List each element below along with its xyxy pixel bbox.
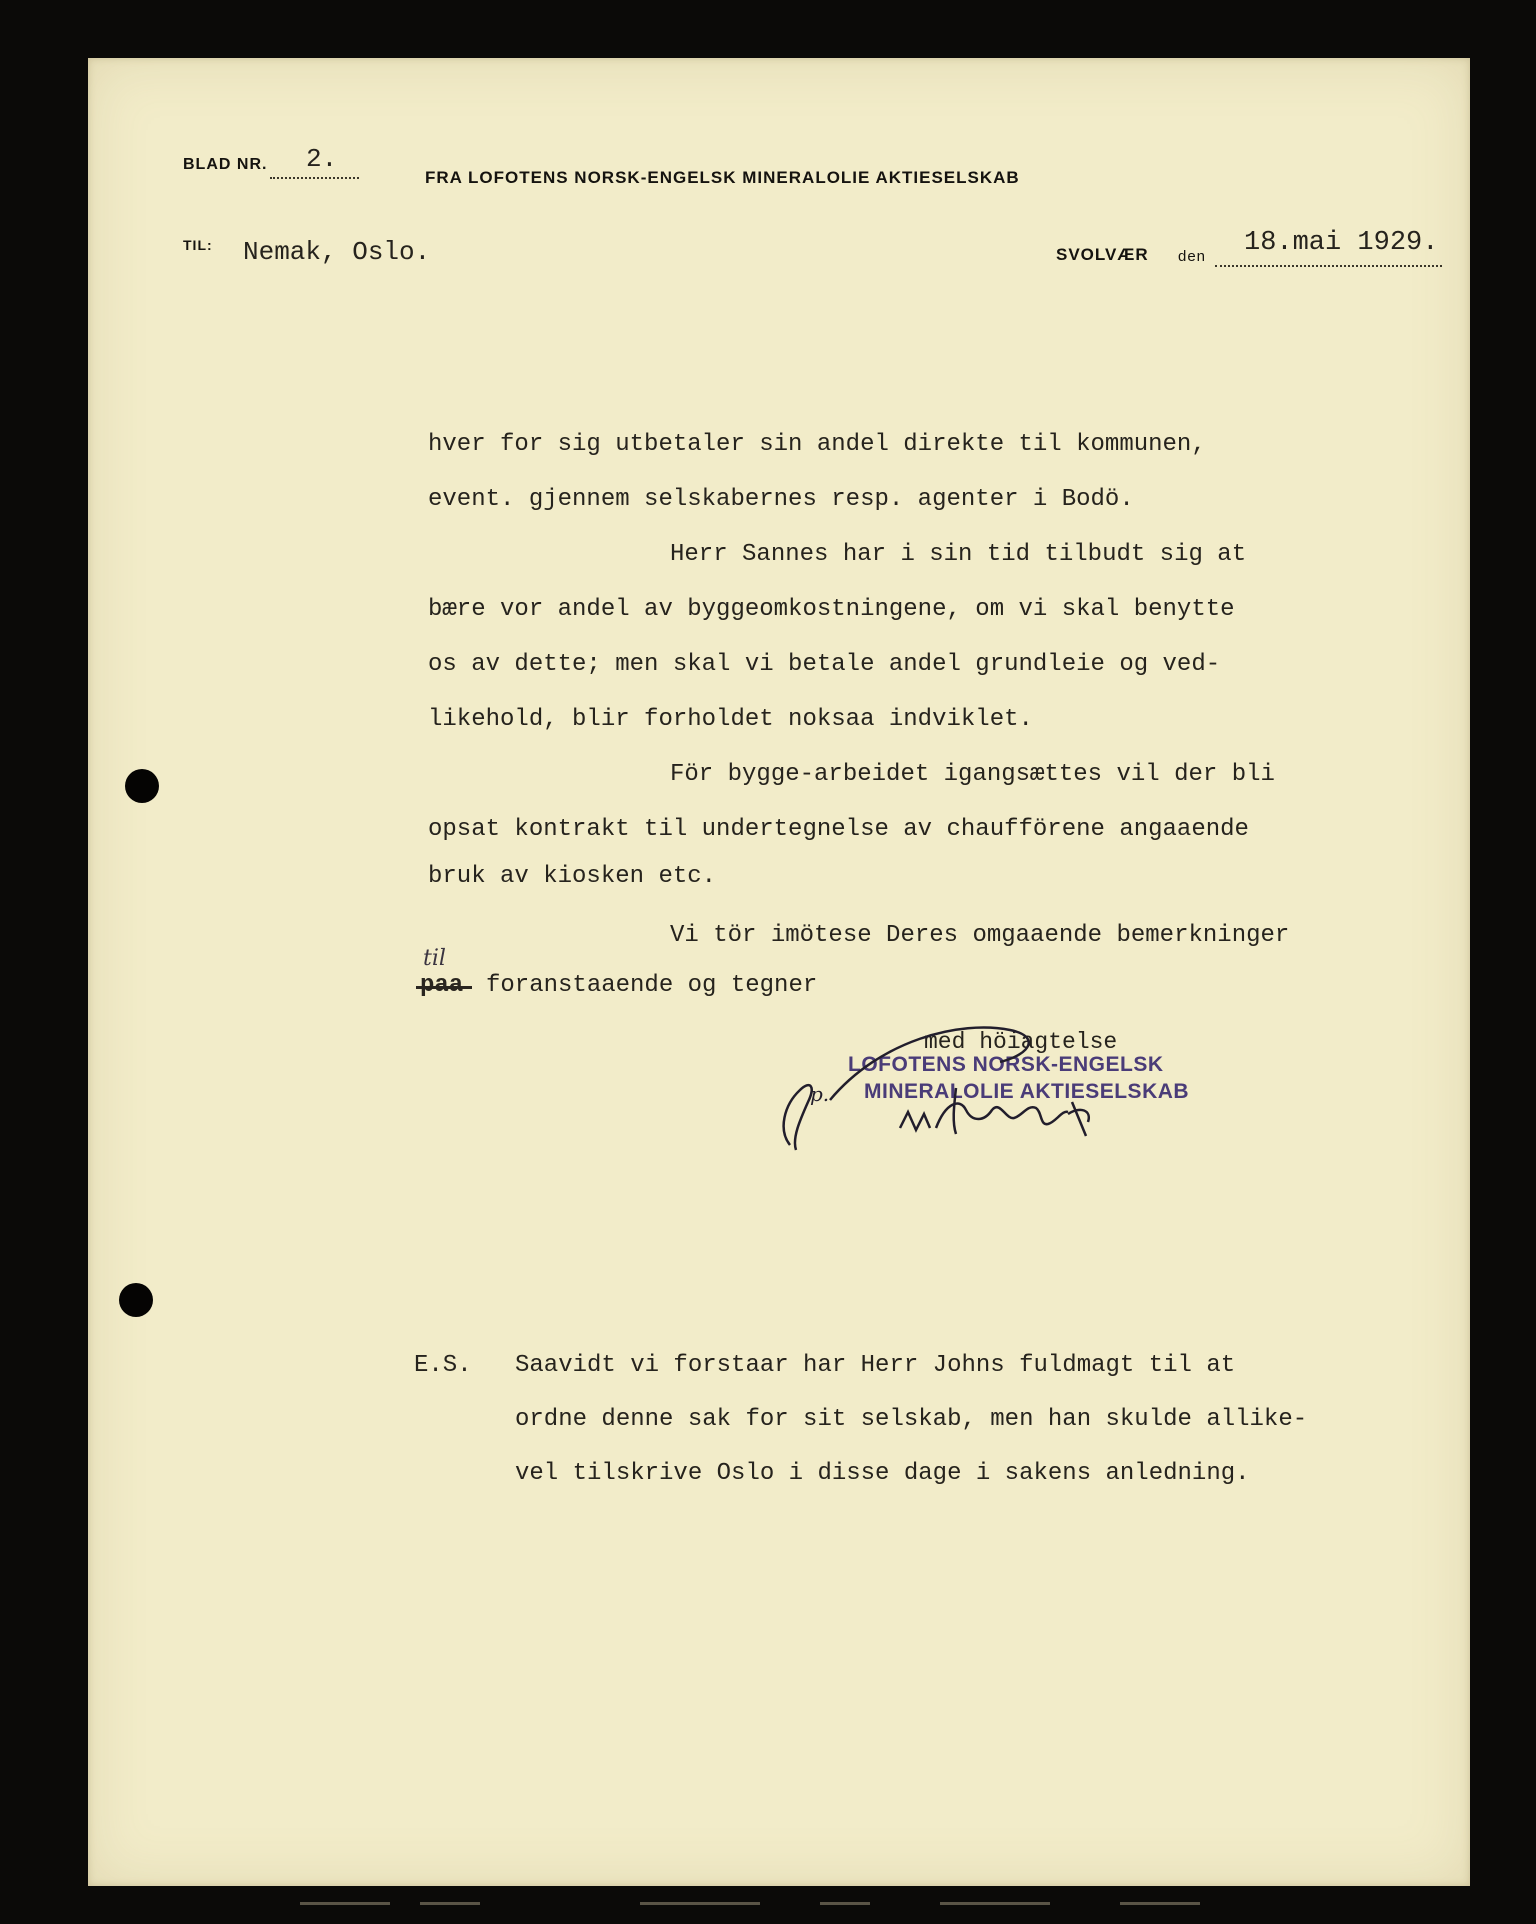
signature-mark — [770, 1010, 1200, 1170]
stamp-line-1: LOFOTENS NORSK-ENGELSK — [848, 1053, 1164, 1076]
til-label: TIL: — [183, 237, 213, 253]
den-label: den — [1178, 248, 1207, 265]
body-line: Herr Sannes har i sin tid tilbudt sig at — [670, 541, 1247, 568]
ps-line: ordne denne sak for sit selskab, men han skulde allike- — [515, 1406, 1308, 1433]
punch-hole-bottom — [119, 1283, 153, 1317]
body-line: bruk av kiosken etc. — [428, 863, 717, 890]
edge-marks — [300, 1902, 1250, 1912]
body-line: os av dette; men skal vi betale andel grundleie og ved- — [428, 651, 1221, 678]
blad-number: 2. — [306, 144, 338, 174]
signature-prefix: p. — [810, 1082, 830, 1106]
place: SVOLVÆR — [1056, 245, 1149, 264]
handwritten-insertion: til — [423, 946, 446, 971]
ps-line: vel tilskrive Oslo i disse dage i sakens anledning. — [515, 1460, 1250, 1487]
body-line: likehold, blir forholdet noksaa indviklet. — [428, 706, 1033, 733]
ps-line: Saavidt vi forstaar har Herr Johns fuldmagt til at — [515, 1352, 1236, 1379]
punch-hole-top — [125, 769, 159, 803]
body-line: opsat kontrakt til undertegnelse av chaufförene angaaende — [428, 816, 1249, 843]
body-line: hver for sig utbetaler sin andel direkte til kommunen, — [428, 431, 1206, 458]
greeting: med höiagtelse — [924, 1029, 1118, 1055]
body-line: foranstaaende og tegner — [486, 972, 818, 999]
strike-mark — [416, 986, 472, 989]
company-name: FRA LOFOTENS NORSK-ENGELSK MINERALOLIE AKTIESELSKAB — [425, 168, 1020, 187]
body-line: bære vor andel av byggeomkostningene, om vi skal benytte — [428, 596, 1235, 623]
blad-label: BLAD NR. — [183, 156, 268, 173]
body-line: För bygge-arbeidet igangsættes vil der bli — [670, 761, 1275, 788]
recipient: Nemak, Oslo. — [243, 237, 431, 267]
body-line: event. gjennem selskabernes resp. agenter i Bodö. — [428, 486, 1134, 513]
date: 18.mai 1929. — [1244, 228, 1439, 258]
body-line: Vi tör imötese Deres omgaaende bemerkninger — [670, 922, 1290, 949]
ps-label: E.S. — [414, 1352, 472, 1379]
stamp-line-2: MINERALOLIE AKTIESELSKAB — [864, 1080, 1190, 1103]
